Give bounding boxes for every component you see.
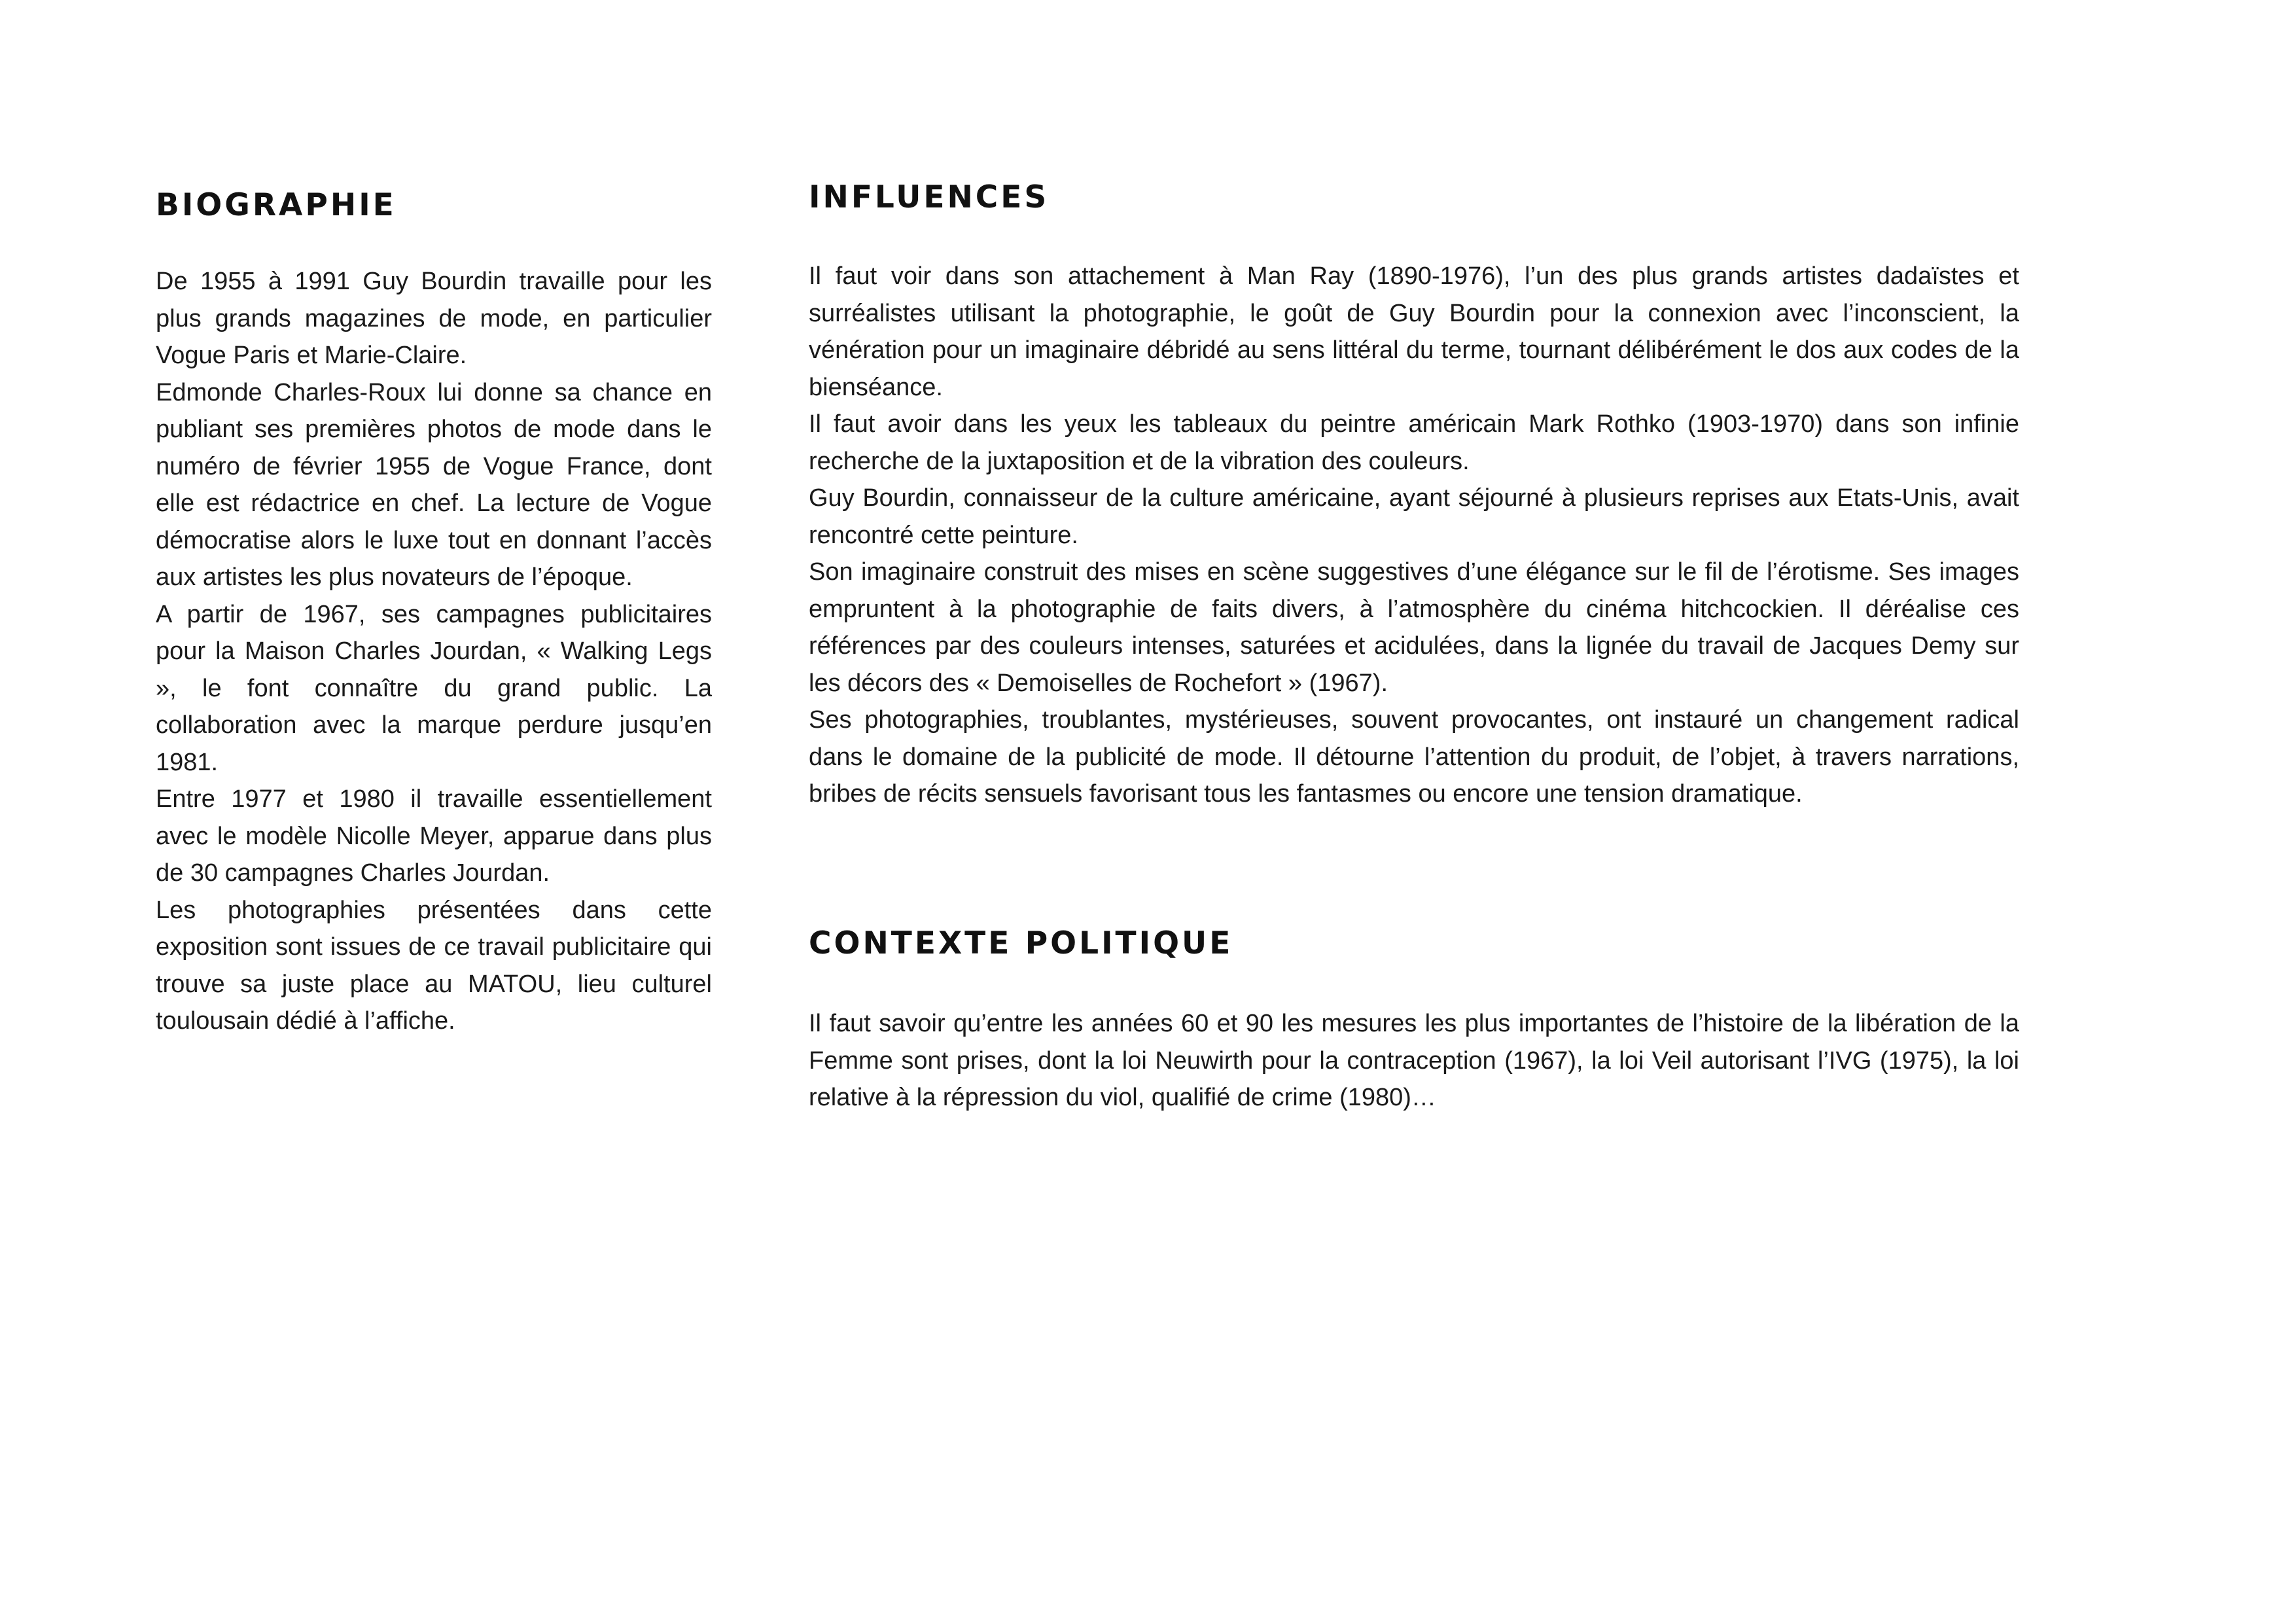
biography-heading: BIOGRAPHIE	[156, 187, 397, 223]
political-context-heading: CONTEXTE POLITIQUE	[809, 925, 1233, 961]
influences-paragraph: Son imaginaire construit des mises en scène suggestives d’une élégance sur le fil de l’érotisme. Ses images empruntent à la photographie de faits divers, à l’atmosphère du cinéma hitchcockien. Il déréalise ces références par des couleurs intenses, saturées et acidulées, dans la lignée du travail de Jacques Demy sur les décors des « Demoiselles de Rochefort » (1967).	[809, 558, 2019, 697]
political-context-text	[809, 1005, 2019, 1116]
influences-paragraph: Il faut voir dans son attachement à Man Ray (1890-1976), l’un des plus grands artistes dadaïstes et surréalistes utilisant la photographie, le goût de Guy Bourdin pour la connexion avec l’inconscient, la vénération pour un imaginaire débridé au sens littéral du terme, tournant délibérément le dos aux codes de la bienséance.	[809, 262, 2019, 401]
influences-paragraph: Ses photographies, troublantes, mystérieuses, souvent provocantes, ont instauré un changement radical dans le domaine de la publicité de mode. Il détourne l’attention du produit, de l’objet, à travers narrations, bribes de récits sensuels favorisant tous les fantasmes ou encore une tension dramatique.	[809, 706, 2019, 808]
biography-paragraph: De 1955 à 1991 Guy Bourdin travaille pour les plus grands magazines de mode, en particulier Vogue Paris et Marie-Claire.	[156, 268, 712, 369]
influences-paragraph: Il faut avoir dans les yeux les tableaux du peintre américain Mark Rothko (1903-1970) dans son infinie recherche de la juxtaposition et de la vibration des couleurs.	[809, 410, 2019, 475]
influences-paragraph: Guy Bourdin, connaisseur de la culture américaine, ayant séjourné à plusieurs reprises aux Etats-Unis, avait rencontré cette peinture.	[809, 484, 2019, 549]
influences-heading: INFLUENCES	[809, 179, 1050, 215]
biography-paragraph: A partir de 1967, ses campagnes publicitaires pour la Maison Charles Jourdan, « Walking Legs », le font connaître du grand public. La collaboration avec la marque perdure jusqu’en 1981.	[156, 600, 712, 776]
biography-paragraph: Edmonde Charles-Roux lui donne sa chance en publiant ses premières photos de mode dans le numéro de février 1955 de Vogue France, dont elle est rédactrice en chef. La lecture de Vogue démocratise alors le luxe tout en donnant l’accès aux artistes les plus novateurs de l’époque.	[156, 378, 712, 591]
political-context-paragraph: Il faut savoir qu’entre les années 60 et 90 les mesures les plus importantes de l’histoire de la libération de la Femme sont prises, dont la loi Neuwirth pour la contraception (1967), la loi Veil autorisant l’IVG (1975), la loi relative à la répression du viol, qualifié de crime (1980)…	[809, 1010, 2019, 1111]
biography-paragraph: Les photographies présentées dans cette exposition sont issues de ce travail publicitaire qui trouve sa juste place au MATOU, lieu culturel toulousain dédié à l’affiche.	[156, 896, 712, 1035]
biography-text	[156, 263, 712, 1040]
biography-paragraph: Entre 1977 et 1980 il travaille essentiellement avec le modèle Nicolle Meyer, apparue dans plus de 30 campagnes Charles Jourdan.	[156, 785, 712, 887]
influences-text	[809, 258, 2019, 813]
